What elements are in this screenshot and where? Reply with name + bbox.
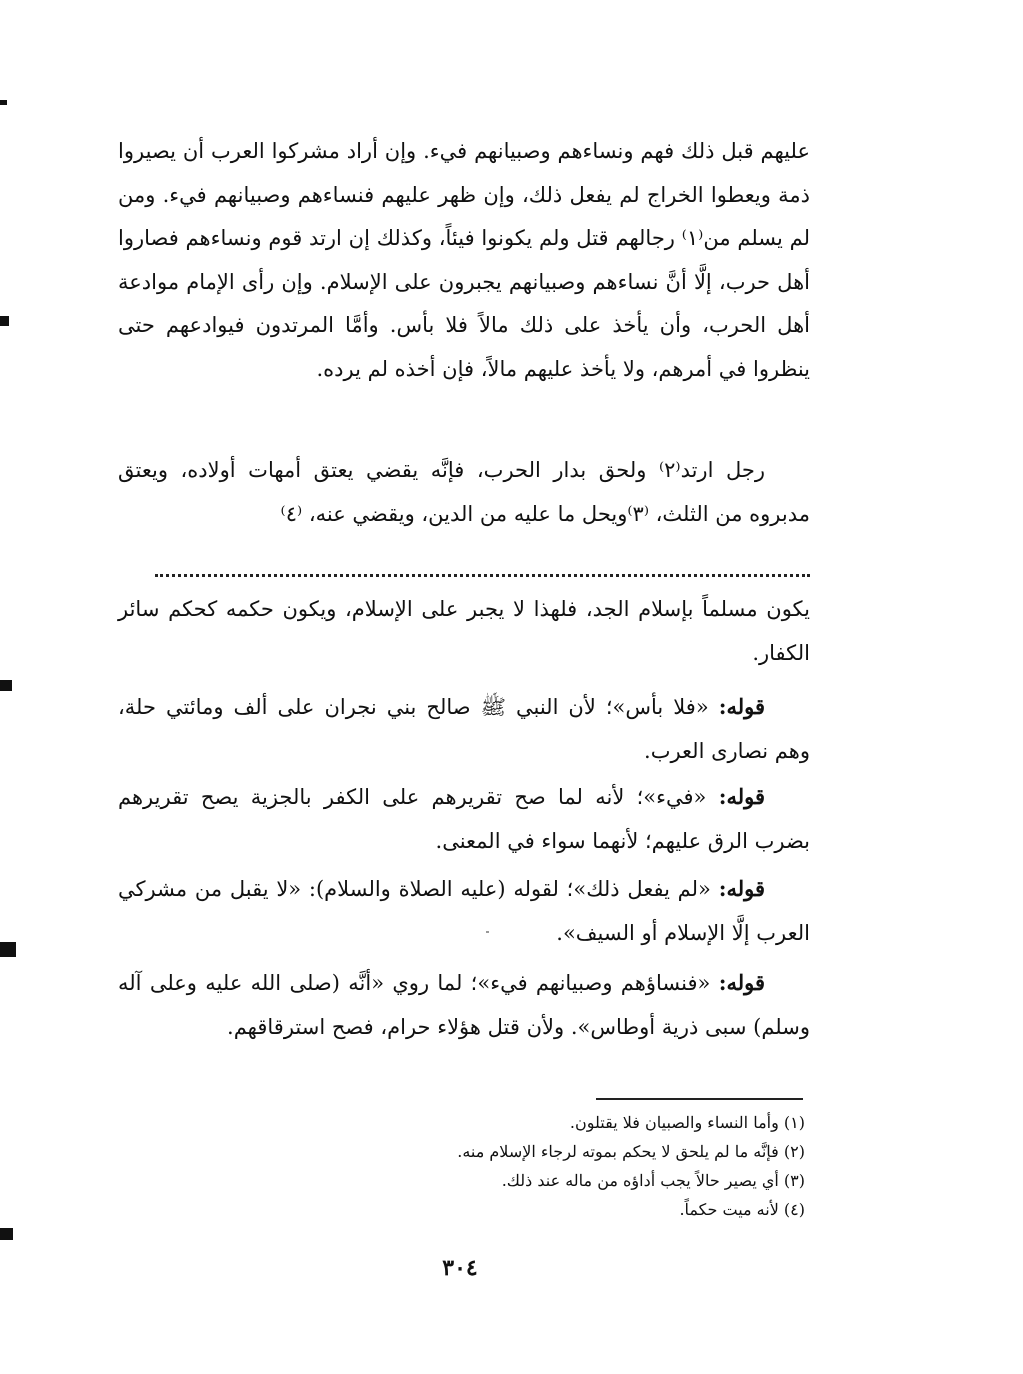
footnote-item: (٤) لأنه ميت حكماً. (679, 1200, 805, 1219)
commentary-note-text: «فيء»؛ لأنه لما صح تقريرهم على الكفر بالجزية يصح تقريرهم بضرب الرق عليهم؛ لأنهما سواء في المعنى. (118, 785, 810, 853)
commentary-continuation-text: يكون مسلماً بإسلام الجد، فلهذا لا يجبر على الإسلام، ويكون حكمه كحكم سائر الكفار. (118, 597, 810, 665)
commentary-note-text: «فلا بأس»؛ لأن النبي ﷺ صالح بني نجران على ألف ومائتي حلة، وهم نصارى العرب. (118, 695, 810, 763)
commentary-note-lead: قوله: (718, 784, 765, 809)
scan-edge-mark (0, 1228, 13, 1240)
main-text-paragraph-2-text: رجل ارتد⁽٢⁾ ولحق بدار الحرب، فإنَّه يقضي يعتق أمهات أولاده، ويعتق مدبروه من الثلث، ⁽٣⁾ويحل ما عليه من الدين، ويقضي عنه، ⁽٤⁾ (118, 458, 810, 526)
footnotes-list (300, 1108, 805, 1224)
dotted-separator (155, 574, 810, 577)
commentary-note-lead: قوله: (718, 876, 765, 901)
commentary-note-text: «فنساؤهم وصبيانهم فيء»؛ لما روي «أنَّه (صلى الله عليه وعلى آله وسلم) سبى ذرية أوطاس». ولأن قتل هؤلاء حرام، فصح استرقاقهم. (118, 971, 810, 1039)
footnote-rule (596, 1098, 803, 1100)
commentary-note-1 (118, 685, 810, 773)
main-text-paragraph-2 (118, 449, 810, 536)
commentary-note-3 (118, 867, 810, 955)
main-text-paragraph-1-text: عليهم قبل ذلك فهم ونساءهم وصبيانهم فيء. وإن أراد مشركوا العرب أن يصيروا ذمة ويعطوا الخراج لم يفعل ذلك، وإن ظهر عليهم فنساءهم وصبيانهم فيء. ومن لم يسلم من⁽١⁾ رجالهم قتل ولم يكونوا فيئاً، وكذلك إن ارتد قوم ونساءهم فصاروا أهل حرب، إلَّا أنَّ نساءهم وصبيانهم يجبرون على الإسلام. وإن رأى الإمام موادعة أهل الحرب، وأن يأخذ على ذلك مالاً فلا بأس. وأمَّا المرتدون فيوادعهم حتى ينظروا في أمرهم، ولا يأخذ عليهم مالاً، فإن أخذه لم يرده. (118, 139, 811, 381)
scan-edge-mark (0, 680, 12, 691)
scan-edge-mark (0, 100, 7, 105)
scan-edge-mark (0, 942, 16, 957)
footnote-item: (٢) فإنَّه ما لم يلحق لا يحكم بموته لرجاء الإسلام منه. (457, 1142, 805, 1161)
commentary-note-lead: قوله: (718, 694, 765, 719)
footnote-item: (٣) أي يصير حالاً يجب أداؤه من ماله عند ذلك. (501, 1171, 805, 1190)
commentary-note-text: «لم يفعل ذلك»؛ لقوله (عليه الصلاة والسلام): «لا يقبل من مشركي العرب إلَّا الإسلام أو السيف». (118, 877, 810, 945)
footnote-item: (١) وأما النساء والصبيان فلا يقتلون. (569, 1113, 805, 1132)
scan-edge-mark (0, 316, 9, 326)
commentary-note-2 (118, 775, 810, 863)
commentary-continuation (118, 588, 810, 675)
commentary-note-lead: قوله: (718, 970, 765, 995)
main-text-paragraph-1 (118, 130, 810, 391)
commentary-note-4 (118, 961, 810, 1049)
page-number: ٣٠٤ (442, 1255, 478, 1281)
